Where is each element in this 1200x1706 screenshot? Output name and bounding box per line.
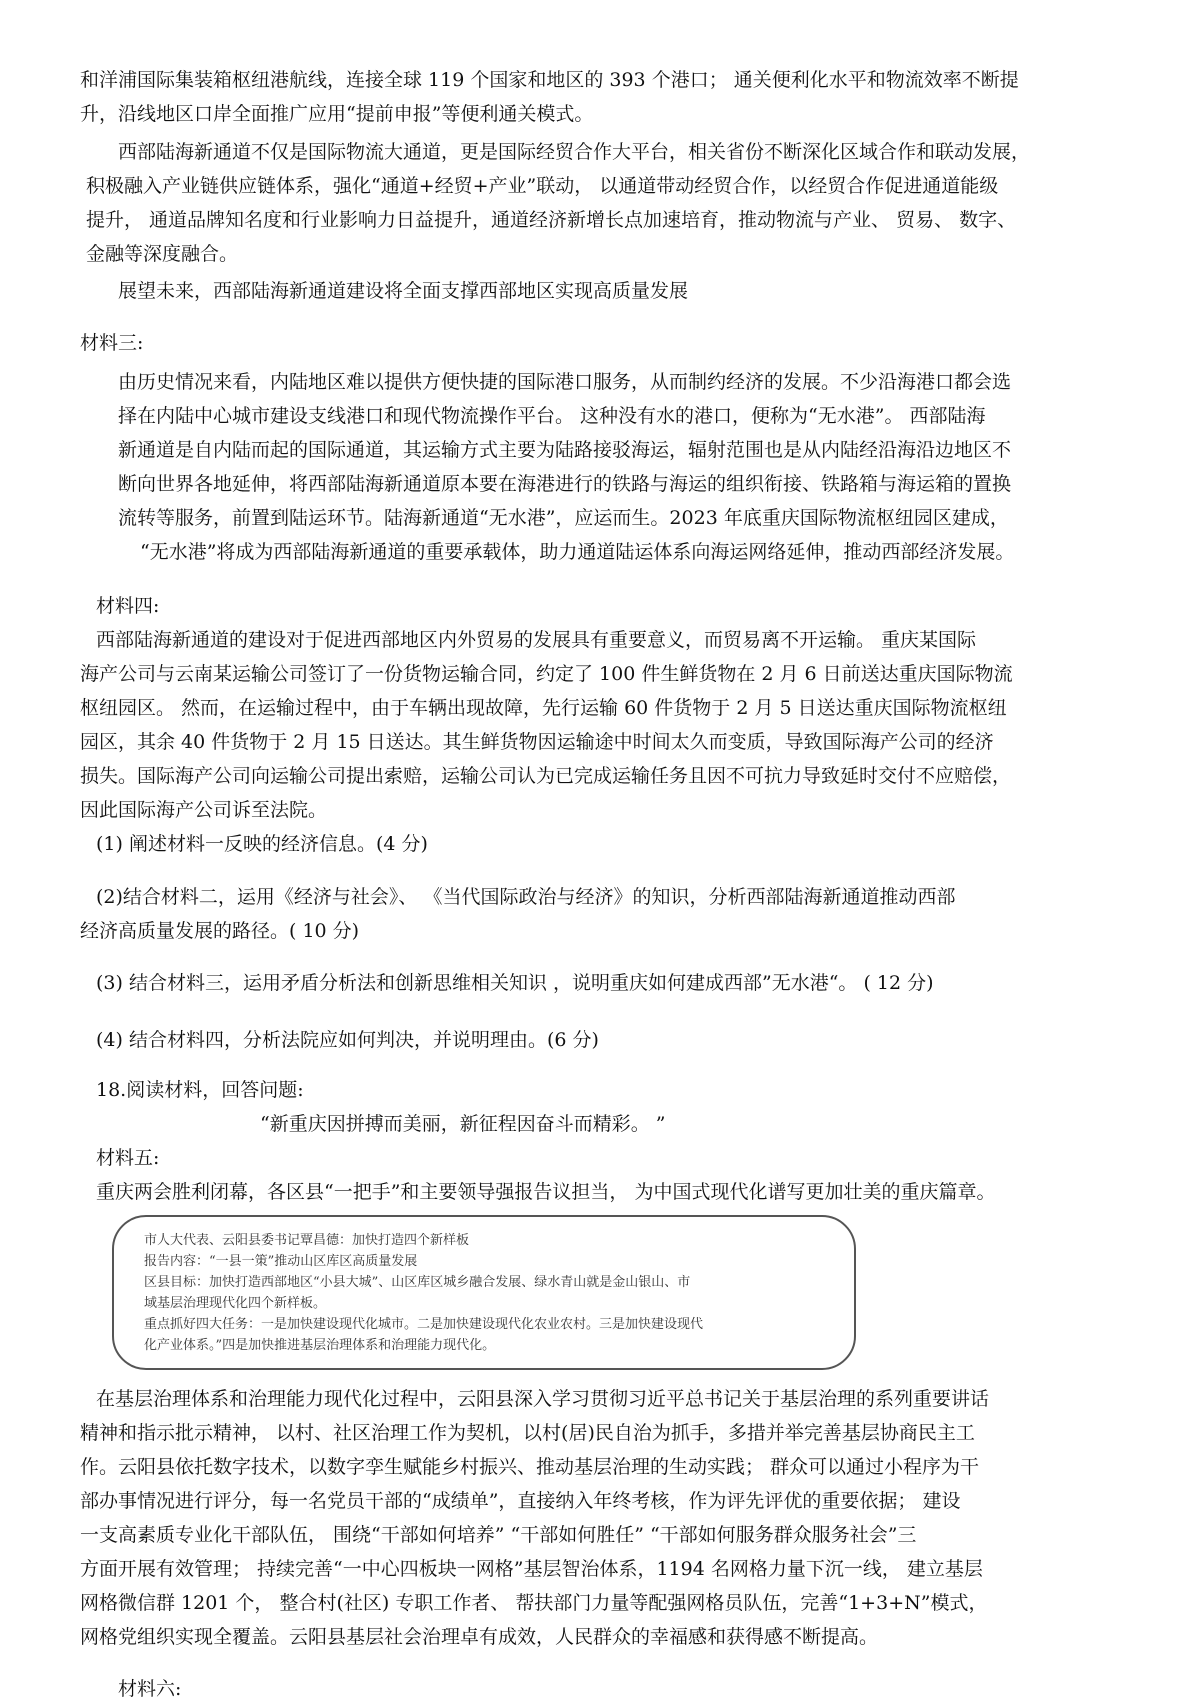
paragraph-line: “无水港”将成为西部陆海新通道的重要承载体，助力通道陆运体系向海运网络延伸，推动西部经济发展。 [140, 541, 1015, 563]
paragraph-line: 流转等服务，前置到陆运环节。陆海新通道“无水港”，应运而生。2023 年底重庆国际物流枢纽园区建成， [118, 507, 1009, 529]
paragraph-line: 园区，其余 40 件货物于 2 月 15 日送达。其生鲜货物因运输途中时间太久而变质，导致国际海产公司的经济 [80, 731, 994, 753]
report-box-line: 区县目标：加快打造西部地区“小县大城”、山区库区城乡融合发展、绿水青山就是金山银山、市 [144, 1275, 691, 1290]
paragraph-line: 精神和指示批示精神， 以村、社区治理工作为契机，以村(居)民自治为抓手，多措并举完善基层协商民主工 [80, 1422, 975, 1444]
paragraph-line: 提升， 通道品牌知名度和行业影响力日益提升，通道经济新增长点加速培育，推动物流与产业、 贸易、 数字、 [86, 209, 1017, 231]
report-box-line: 化产业体系。”四是加快推进基层治理体系和治理能力现代化。 [144, 1338, 496, 1353]
paragraph-line: 重庆两会胜利闭幕，各区县“一把手”和主要领导强报告议担当， 为中国式现代化谱写更加壮美的重庆篇章。 [96, 1181, 996, 1203]
paragraph-line: 方面开展有效管理； 持续完善“一中心四板块一网格”基层智治体系，1194 名网格力量下沉一线， 建立基层 [80, 1558, 983, 1580]
paragraph-line: 西部陆海新通道不仅是国际物流大通道，更是国际经贸合作大平台，相关省份不断深化区域合作和联动发展， [118, 141, 1031, 163]
question-18-heading: 18.阅读材料，回答问题: [96, 1079, 304, 1101]
report-box-line: 报告内容：“一县一策”推动山区库区高质量发展 [144, 1254, 418, 1269]
paragraph-line: 部办事情况进行评分，每一名党员干部的“成绩单”，直接纳入年终考核，作为评先评优的重要依据； 建设 [80, 1490, 961, 1512]
paragraph-line: 海产公司与云南某运输公司签订了一份货物运输合同，约定了 100 件生鲜货物在 2 月 6 日前送达重庆国际物流 [80, 663, 1013, 685]
question-2: (2)结合材料二，运用《经济与社会》、 《当代国际政治与经济》的知识，分析西部陆海新通道推动西部 [96, 886, 956, 908]
paragraph-line: 损失。国际海产公司向运输公司提出索赔，运输公司认为已完成运输任务且因不可抗力导致延时交付不应赔偿， [80, 765, 1012, 787]
paragraph-line: 因此国际海产公司诉至法院。 [80, 799, 328, 821]
question-2-cont: 经济高质量发展的路径。( 10 分) [80, 920, 360, 942]
report-box-line: 市人大代表、云阳县委书记覃昌德：加快打造四个新样板 [144, 1233, 470, 1248]
paragraph-line: 断向世界各地延伸，将西部陆海新通道原本要在海港进行的铁路与海运的组织衔接、铁路箱与海运箱的置换 [118, 473, 1012, 495]
paragraph-line: 新通道是自内陆而起的国际通道，其运输方式主要为陆路接驳海运，辐射范围也是从内陆经沿海沿边地区不 [118, 439, 1012, 461]
paragraph-line: 在基层治理体系和治理能力现代化过程中，云阳县深入学习贯彻习近平总书记关于基层治理的系列重要讲话 [96, 1388, 990, 1410]
paragraph-line: 和洋浦国际集装箱枢纽港航线，连接全球 119 个国家和地区的 393 个港口； 通关便利化水平和物流效率不断提 [80, 69, 1019, 91]
paragraph-line: 由历史情况来看，内陆地区难以提供方便快捷的国际港口服务，从而制约经济的发展。不少沿海港口都会选 [118, 371, 1012, 393]
material-heading: 材料三: [80, 332, 144, 354]
question-3: (3) 结合材料三，运用矛盾分析法和创新思维相关知识 ，说明重庆如何建成西部”无水港“。 ( 12 分) [96, 972, 934, 994]
paragraph-line: 网格微信群 1201 个， 整合村(社区) 专职工作者、 帮扶部门力量等配强网格员队伍，完善“1+3+N”模式， [80, 1592, 988, 1614]
material-heading: 材料四: [96, 595, 160, 617]
paragraph-line: 升，沿线地区口岸全面推广应用“提前申报”等便利通关模式。 [80, 103, 594, 125]
paragraph-line: 网格党组织实现全覆盖。云阳县基层社会治理卓有成效，人民群众的幸福感和获得感不断提高。 [80, 1626, 879, 1648]
quote-line: “新重庆因拼搏而美丽，新征程因奋斗而精彩。 ” [260, 1113, 666, 1135]
report-box [112, 1215, 856, 1370]
question-4: (4) 结合材料四，分析法院应如何判决，并说明理由。(6 分) [96, 1029, 599, 1051]
material-heading: 材料六: [118, 1678, 182, 1700]
paragraph-line: 西部陆海新通道的建设对于促进西部地区内外贸易的发展具有重要意义，而贸易离不开运输。 重庆某国际 [96, 629, 977, 651]
question-1: (1) 阐述材料一反映的经济信息。(4 分) [96, 833, 428, 855]
paragraph-line: 枢纽园区。 然而，在运输过程中，由于车辆出现故障，先行运输 60 件货物于 2 月 5 日送达重庆国际物流枢纽 [80, 697, 1007, 719]
paragraph-line: 金融等深度融合。 [86, 243, 239, 265]
paragraph-line: 积极融入产业链供应链体系，强化“通道+经贸+产业”联动， 以通道带动经贸合作，以经贸合作促进通道能级 [86, 175, 999, 197]
paragraph-line: 一支高素质专业化干部队伍， 围绕“干部如何培养” “干部如何胜任” “干部如何服务群众服务社会”三 [80, 1524, 917, 1546]
paragraph-line: 展望未来，西部陆海新通道建设将全面支撑西部地区实现高质量发展 [118, 280, 689, 302]
report-box-line: 域基层治理现代化四个新样板。 [144, 1296, 327, 1311]
material-heading: 材料五: [96, 1147, 160, 1169]
paragraph-line: 作。云阳县依托数字技术，以数字孪生赋能乡村振兴、推动基层治理的生动实践； 群众可以通过小程序为干 [80, 1456, 980, 1478]
paragraph-line: 择在内陆中心城市建设支线港口和现代物流操作平台。 这种没有水的港口，便称为“无水港”。 西部陆海 [118, 405, 986, 427]
report-box-line: 重点抓好四大任务：一是加快建设现代化城市。二是加快建设现代化农业农村。三是加快建设现代 [144, 1317, 704, 1332]
